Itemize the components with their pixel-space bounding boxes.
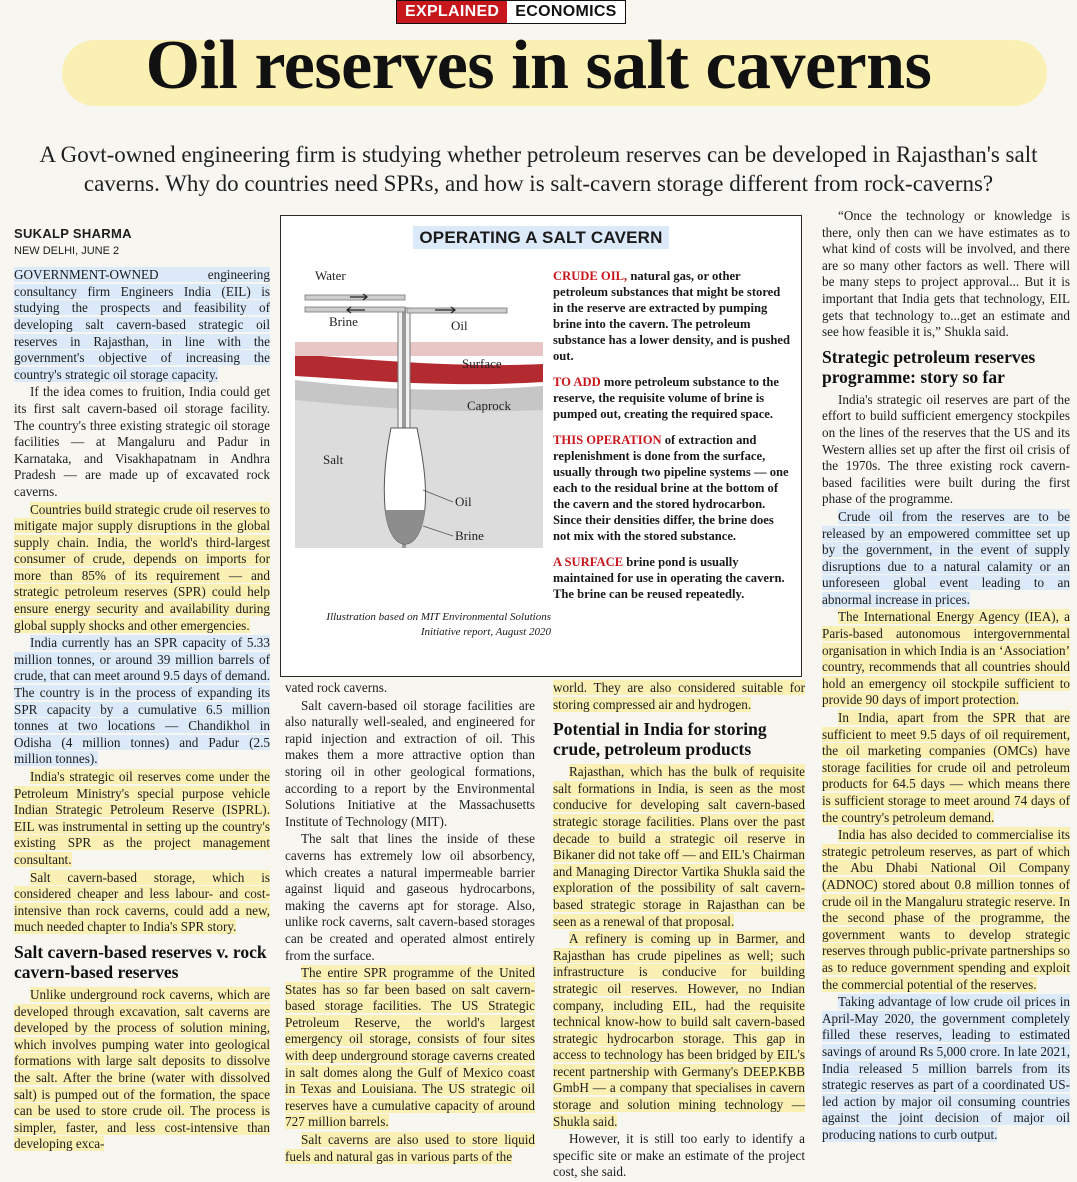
surface-label: Surface <box>462 356 502 371</box>
article-column-1 <box>14 226 270 1154</box>
subheading: Potential in India for storing crude, petroleum products <box>553 719 767 760</box>
brine-top-label: Brine <box>329 314 358 329</box>
paragraph: Salt caverns are also used to store liquid fuels and natural gas in various parts of the <box>285 1132 535 1164</box>
paragraph: If the idea comes to fruition, India could get its first salt cavern-based oil storage facility. The country's three existing strategic oil storage facilities — at Mangaluru and Padur in Karnataka, and Visakhapatnam in Andhra Pradesh — are made up of excavated rock caverns. <box>14 384 270 499</box>
paragraph: The entire SPR programme of the United States has so far been based on salt cavern-based storage facilities. The US Strategic Petroleum Reserve, the world's largest emergency oil storage, consists of four sites with deep underground storage caverns created in salt domes along the Gulf of Mexico coast in Texas and Louisiana. The US strategic oil reserves have a cumulative capacity of around 727 million barrels. <box>285 965 535 1130</box>
article-column-4 <box>822 208 1070 1144</box>
article-column-3 <box>553 680 805 1182</box>
section-tag <box>396 0 626 24</box>
explained-tag: EXPLAINED <box>397 1 507 23</box>
paragraph: Rajasthan, which has the bulk of requisite salt formations in India, is seen as the most conducive for developing salt cavern-based strategic storage facilities. Plans over the past decade to build a strategic oil reserve in Bikaner did not take off — and EIL's Chairman and Managing Director Vartika Shukla said the exploration of the possibility of salt cavern-based strategic storage in Rajasthan can be seen as a renewal of that proposal. <box>553 764 805 929</box>
paragraph: However, it is still too early to identify a specific site or make an estimate of the project cost, she said. <box>553 1131 805 1180</box>
paragraph: GOVERNMENT-OWNED engineering consultancy firm Engineers India (EIL) is studying the prospects and feasibility of developing salt cavern-based strategic oil reserves in Rajasthan, in line with the government's objective of increasing the country's strategic oil storage capacity. <box>14 267 270 382</box>
byline-dateline: NEW DELHI, JUNE 2 <box>14 244 120 257</box>
paragraph: India's strategic oil reserves come under the Petroleum Ministry's special purpose vehicle Indian Strategic Petroleum Reserve (ISPRL). EIL was instrumental in setting up the country's existing SPR as the project management consultant. <box>14 769 270 867</box>
headline: Oil reserves in salt caverns <box>145 27 932 104</box>
category-tag: ECONOMICS <box>507 1 624 23</box>
paragraph: A refinery is coming up in Barmer, and Rajasthan has crude pipelines as well; such infrastructure is conducive for building strategic oil reserves. However, no Indian company, including EIL, had the requisite technical know-how to build salt cavern-based strategic hydrocarbon storage. This gap in access to technology has been bridged by EIL's recent partnership with Germany's DEEP.KBB GmbH — a company that specialises in cavern storage and solution mining technology — Shukla said. <box>553 931 805 1129</box>
paragraph: Crude oil from the reserves are to be released by an empowered committee set up by the government, in the event of supply disruptions due to a natural calamity or an unforeseen global event leading to an abnormal increase in prices. <box>822 508 1070 607</box>
article-column-2 <box>285 680 535 1166</box>
infobox-title: OPERATING A SALT CAVERN <box>281 228 801 248</box>
paragraph: Unlike underground rock caverns, which are developed through excavation, salt caverns are developed by the process of solution mining, which involves pumping water into geological formations with large salt deposits to dissolve the salt. After the brine (water with dissolved salt) is pumped out of the formation, the space can be used to store crude oil. The process is simpler, faster, and less cost-intensive than developing exca- <box>14 986 270 1152</box>
paragraph: In India, apart from the SPR that are sufficient to meet 9.5 days of oil requirement, the oil marketing companies (OMCs) have storage facilities for crude oil and petroleum products for 64.5 days — which means there is sufficient storage to meet around 74 days of the country's petroleum demand. <box>822 710 1070 825</box>
subheading: Salt cavern-based reserves v. rock cavern-based reserves <box>14 941 267 982</box>
paragraph: Salt cavern-based storage, which is considered cheaper and less labour- and cost-intensive than rock caverns, could add a new, much needed chapter to India's SPR story. <box>14 869 270 935</box>
oil-cavern-label: Oil <box>455 494 472 509</box>
brine-cavern-label: Brine <box>455 528 484 543</box>
salt-cavern-diagram <box>295 268 543 548</box>
paragraph: world. They are also considered suitable for storing compressed air and hydrogen. <box>553 680 805 712</box>
topsoil <box>295 342 543 356</box>
standfirst: A Govt-owned engineering firm is studying whether petroleum reserves can be developed in Rajasthan's salt caverns. Why do countries need SPRs, and how is salt-cavern storage different from rock-caverns? <box>39 142 1038 196</box>
infobox-caption: Illustration based on MIT Environmental Solutions Initiative report, August 2020 <box>326 611 551 638</box>
salt-label: Salt <box>323 452 344 467</box>
infobox-steps <box>553 268 793 612</box>
step-item: TO ADD more petroleum substance to the reserve, the requisite volume of brine is pumped out, creating the required space. <box>553 375 779 421</box>
paragraph: Countries build strategic crude oil reserves to mitigate major supply disruptions in the global supply chain. India, the world's third-largest consumer of crude, depends on imports for more than 85% of its requirement — and strategic petroleum reserves (SPR) could help ensure energy security and availability during global supply shocks and other emergencies. <box>14 501 270 633</box>
step-item: CRUDE OIL, natural gas, or other petroleum substances that might be stored in the reserve are extracted by pumping brine into the cavern. The petroleum substance has a lower density, and is pushed out. <box>553 269 791 363</box>
paragraph: Taking advantage of low crude oil prices in April-May 2020, the government completely filled these reserves, leading to estimated savings of around Rs 5,000 crore. In late 2021, India released 5 million barrels from its strategic reserves as part of a coordinated US-led action by major oil consuming countries against the joint decision of major oil producing nations to curb output. <box>822 994 1070 1142</box>
subheading: Strategic petroleum reserves programme: story so far <box>822 346 1036 387</box>
caprock-label: Caprock <box>467 398 512 413</box>
step-item: A SURFACE brine pond is usually maintained for use in operating the cavern. The brine can be reused repeatedly. <box>553 555 785 601</box>
water-label: Water <box>315 268 346 283</box>
paragraph: The salt that lines the inside of these caverns has extremely low oil absorbency, which creates a natural impermeable barrier against liquid and gaseous hydrocarbons, making the caverns apt for storage. Also, unlike rock caverns, salt cavern-based storages can be created and operated almost entirely from the surface. <box>285 831 535 963</box>
salt-cavern-infobox <box>280 215 802 677</box>
oil-top-label: Oil <box>451 318 468 333</box>
paragraph: vated rock caverns. <box>285 680 388 695</box>
byline-author: SUKALP SHARMA <box>14 226 132 241</box>
oil-pipe <box>407 308 507 313</box>
paragraph: The International Energy Agency (IEA), a Paris-based autonomous intergovernmental organisation in which India is an ‘Association’ country, recommends that all countries should hold an emergency oil stockpile sufficient to provide 90 days of import protection. <box>822 609 1070 708</box>
paragraph: India has also decided to commercialise its strategic petroleum reserves, as part of which the Abu Dhabi National Oil Company (ADNOC) stored about 0.8 million tonnes of crude oil in the Mangaluru strategic reserve. In the second phase of the programme, the government wants to develop strategic reserves through public-private partnerships so as to reduce government spending and exploit the commercial potential of the reserves. <box>822 827 1070 992</box>
paragraph: India's strategic oil reserves are part of the effort to build sufficient emergency stockpiles on the lines of the reserves that the US and its Western allies set up after the first oil crisis of the 1970s. The three existing rock cavern-based facilities were built during the first phase of the programme. <box>822 391 1070 507</box>
paragraph: Salt cavern-based oil storage facilities are also naturally well-sealed, and engineered for rapid injection and extraction of oil. This makes them a more attractive option than storing oil in other geological formations, according to a report by the Environmental Solutions Initiative at the Massachusetts Institute of Technology (MIT). <box>285 697 535 829</box>
paragraph: India currently has an SPR capacity of 5.33 million tonnes, or around 39 million barrels of crude, that can meet around 9.5 days of demand. The country is in the process of expanding its SPR capacity by a cumulative 6.5 million tonnes at two locations — Chandikhol in Odisha (4 million tonnes) and Padur (2.5 million tonnes). <box>14 635 270 767</box>
paragraph: “Once the technology or knowledge is there, only then can we have estimates as to what kind of costs will be involved, and there are so many other factors as well. There will be many steps to project approval... But it is important that India gets that technology, EIL gets that technology to...get an estimate and see how feasible it is,” Shukla said. <box>822 208 1070 340</box>
step-item: THIS OPERATION of extraction and replenishment is done from the surface, usually through two pipeline systems — one each to the residual brine at the bottom of the cavern and the stored hydrocarbon. Since their densities differ, the brine does not mix with the stored substance. <box>553 433 789 543</box>
